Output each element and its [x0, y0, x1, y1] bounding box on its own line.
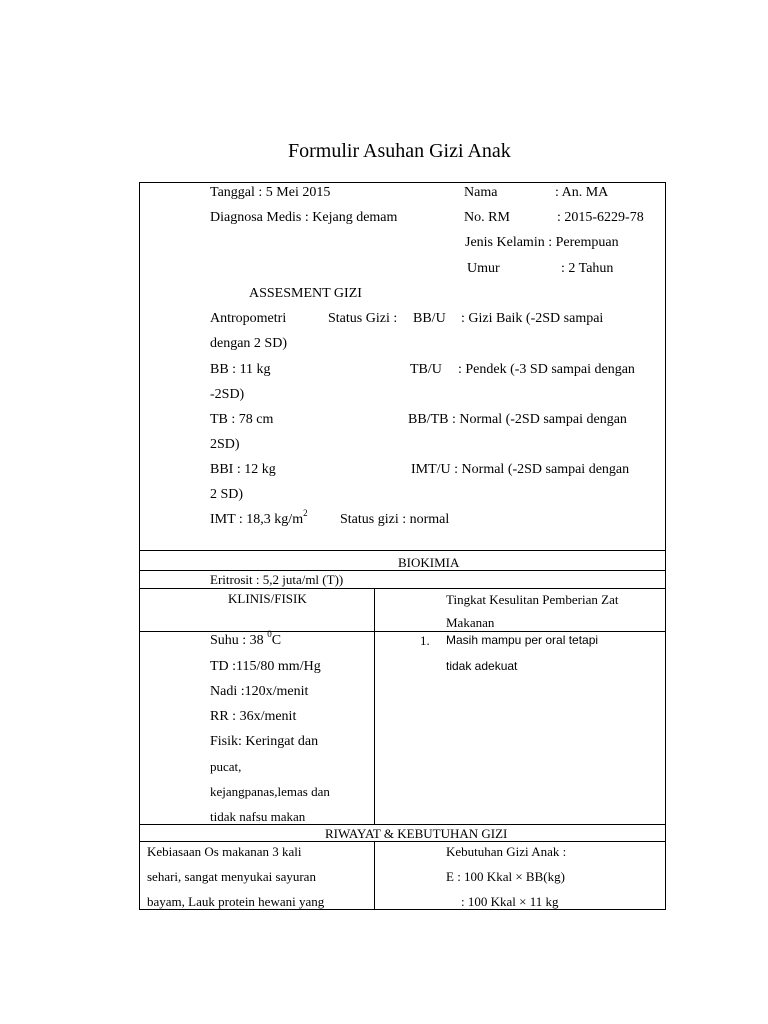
tanggal-text: Tanggal : 5 Mei 2015 [210, 185, 331, 200]
kebutuhan-heading: Kebutuhan Gizi Anak : [446, 844, 567, 859]
diagnosa-text: Diagnosa Medis : Kejang demam [210, 210, 398, 225]
imt-superscript: 2 [303, 508, 308, 519]
table-bottom-border [139, 909, 666, 910]
td-text: TD :115/80 mm/Hg [210, 659, 321, 674]
tbu-label: TB/U [410, 362, 442, 377]
status-gizi-label: Status Gizi : [328, 311, 398, 326]
riwayat-heading: RIWAYAT & KEBUTUHAN GIZI [325, 826, 508, 841]
list-item-number: 1. [420, 633, 430, 648]
form-title: Formulir Asuhan Gizi Anak [288, 140, 511, 162]
nadi-text: Nadi :120x/menit [210, 684, 309, 699]
tingkat-kesulitan-heading: Tingkat Kesulitan Pemberian Zat [446, 592, 619, 607]
status-gizi-final: Status gizi : normal [340, 512, 450, 527]
umur-label: Umur [467, 261, 500, 276]
jenis-kelamin-text: Jenis Kelamin : Perempuan [465, 235, 619, 250]
klinis-heading: KLINIS/FISIK [228, 591, 307, 606]
suhu-value: Suhu : 38 [210, 633, 268, 648]
eritrosit-text: Eritrosit : 5,2 juta/ml (T)) [210, 572, 344, 587]
umur-value: : 2 Tahun [561, 261, 614, 276]
divider-riwayat-top [139, 824, 666, 825]
bbu-value: : Gizi Baik (-2SD sampai [461, 311, 604, 326]
fisik-text-2: pucat, [210, 759, 242, 774]
bbu-continuation: dengan 2 SD) [210, 336, 287, 351]
kebutuhan-calculation: : 100 Kkal × 11 kg [461, 894, 559, 909]
divider-klinis-column [374, 588, 375, 825]
tbu-continuation: -2SD) [210, 387, 245, 402]
bb-text: BB : 11 kg [210, 362, 271, 377]
divider-biokimia-top [139, 550, 666, 551]
fisik-text-3: kejangpanas,lemas dan [210, 784, 330, 799]
imt-value: IMT : 18,3 kg/m [210, 512, 304, 527]
riwayat-left-1: Kebiasaan Os makanan 3 kali [147, 844, 302, 859]
riwayat-left-2: sehari, sangat menyukai sayuran [147, 869, 316, 884]
fisik-text-1: Fisik: Keringat dan [210, 734, 319, 749]
table-right-border [665, 182, 666, 910]
norm-value: : 2015-6229-78 [557, 210, 644, 225]
divider-klinis-header [139, 631, 666, 632]
tb-text: TB : 78 cm [210, 412, 274, 427]
tbu-value: : Pendek (-3 SD sampai dengan [458, 362, 635, 377]
divider-biokimia-bottom [139, 570, 666, 571]
divider-riwayat-column [374, 841, 375, 910]
suhu-unit: C [271, 633, 282, 648]
suhu-text [210, 629, 282, 648]
list-item-text-2: tidak adekuat [446, 659, 518, 673]
norm-label: No. RM [464, 210, 510, 225]
bbtb-continuation: 2SD) [210, 437, 240, 452]
assessment-heading: ASSESMENT GIZI [249, 286, 362, 301]
kebutuhan-formula: E : 100 Kkal × BB(kg) [446, 869, 565, 884]
divider-riwayat-header [139, 841, 666, 842]
imtu-continuation: 2 SD) [210, 487, 244, 502]
tingkat-kesulitan-heading-cont: Makanan [446, 615, 495, 630]
divider-klinis-top [139, 588, 666, 589]
table-left-border [139, 182, 140, 910]
fisik-text-4: tidak nafsu makan [210, 809, 306, 824]
antropometri-label: Antropometri [210, 311, 287, 326]
nama-label: Nama [464, 185, 498, 200]
bbi-text: BBI : 12 kg [210, 462, 276, 477]
biokimia-heading: BIOKIMIA [398, 555, 460, 570]
riwayat-left-3: bayam, Lauk protein hewani yang [147, 894, 325, 909]
table-top-border [139, 182, 666, 183]
suhu-degree: 0 [267, 629, 272, 640]
imt-text [210, 508, 308, 527]
rr-text: RR : 36x/menit [210, 709, 297, 724]
nama-value: : An. MA [555, 185, 609, 200]
list-item-text-1: Masih mampu per oral tetapi [446, 633, 599, 647]
imtu-value: IMT/U : Normal (-2SD sampai dengan [411, 462, 630, 477]
bbu-label: BB/U [413, 311, 446, 326]
bbtb-value: BB/TB : Normal (-2SD sampai dengan [408, 412, 627, 427]
